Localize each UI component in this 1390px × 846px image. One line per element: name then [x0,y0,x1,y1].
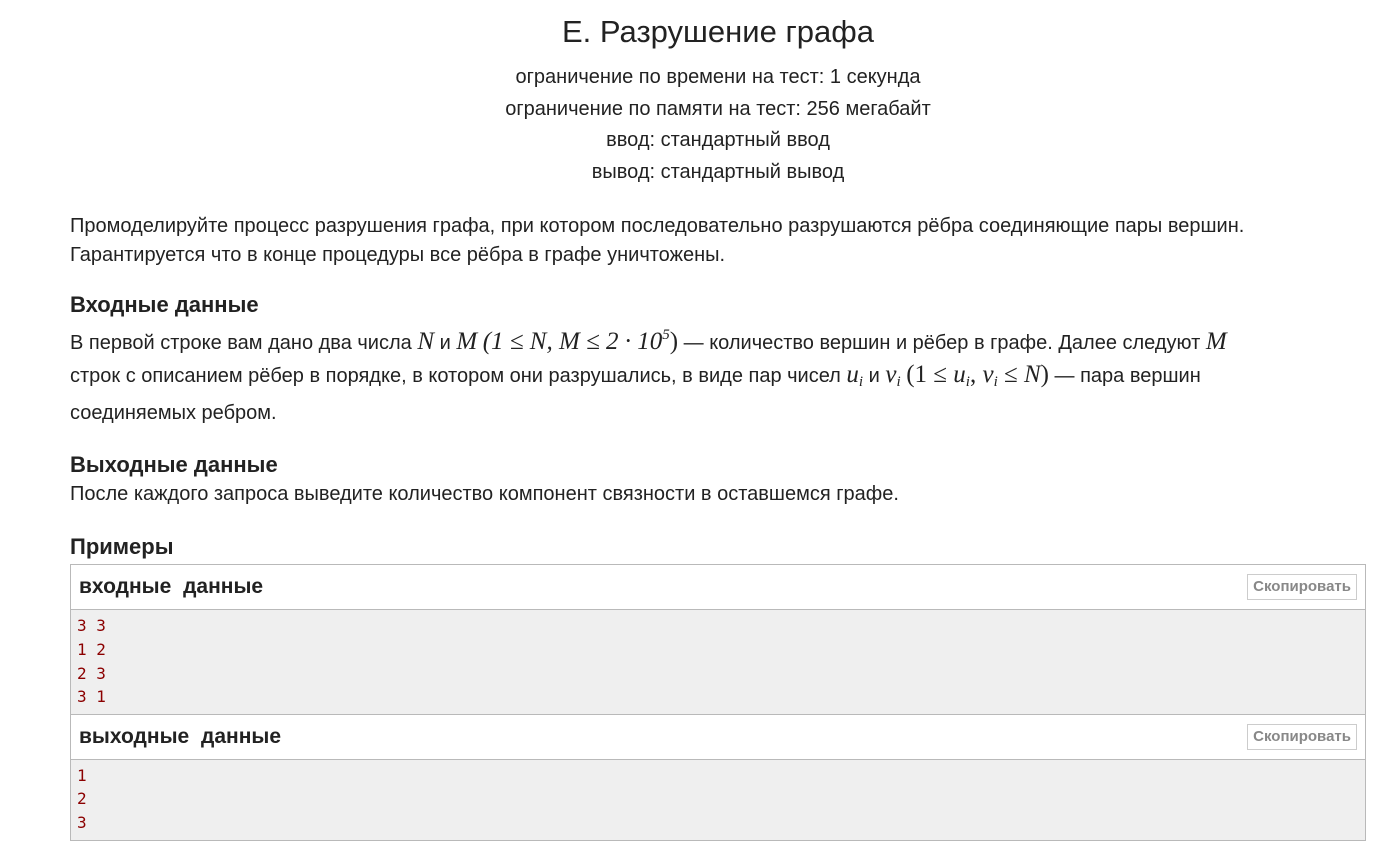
math-m: M [456,328,478,356]
sample-input-header [71,565,1365,610]
input-spec-text-3: — количество вершин и рёбер в графе. Далее следуют [683,332,1201,355]
input-spec-text [70,320,1366,429]
memory-limit: ограничение по памяти на тест: 256 мегабайт [505,97,931,120]
output-spec-title: Выходные данные [70,452,278,478]
sample-box [70,564,1366,840]
math-exponent: 5 [662,327,670,344]
input-specification [70,290,1366,429]
output-spec-text: После каждого запроса выведите количество компонент связности в оставшемся графе. [70,483,899,506]
input-file: ввод: стандартный ввод [606,129,830,152]
problem-statement [70,0,1366,841]
sample-output-header [71,715,1365,760]
sample-input-body[interactable] [71,610,1365,713]
sample-input-line: 3 1 [77,687,106,707]
output-file: вывод: стандартный вывод [591,160,845,183]
output-specification [70,450,1366,509]
math-range-close: ) [669,328,679,356]
sample-input [71,565,1365,713]
input-spec-title: Входные данные [70,292,259,318]
math-v-2: v [982,361,994,389]
legend-line-2: Гарантируется что в конце процедуры все рёбра в графе уничтожены. [70,244,726,267]
sample-output [71,714,1365,840]
sample-output-line: 3 [77,812,87,832]
sample-tests [70,532,1366,840]
input-spec-text-7: соединяемых ребром. [70,402,277,425]
math-u: u [846,361,859,389]
input-spec-text-1: В первой строке вам дано два числа [70,332,412,355]
math-u-2: u [953,361,966,389]
sample-output-line: 1 [77,765,87,785]
math-m-2: M [1205,328,1227,356]
math-uv-close: ) [1040,361,1049,389]
math-v-sub: i [896,374,901,391]
problem-limits [70,62,1366,188]
math-u-2-sub: i [965,374,970,391]
sample-output-label: выходные данные [79,724,282,748]
math-v-i [885,361,901,391]
math-v-2-sub: i [993,374,998,391]
sample-input-label: входные данные [79,575,264,599]
math-uv-range [906,361,1049,391]
sample-input-line: 1 2 [77,639,106,659]
math-u-sub: i [858,374,864,391]
legend-line-1: Промоделируйте процесс разрушения графа, при котором последовательно разрушаются рёбра соединяющие пары вершин. [70,215,1245,238]
sample-input-line: 2 3 [77,663,106,683]
samples-title: Примеры [70,534,174,560]
sample-output-line: 2 [77,789,87,809]
copy-input-button[interactable]: Скопировать [1247,574,1357,600]
sample-output-body[interactable] [71,760,1365,840]
math-n: N [417,328,435,356]
input-spec-text-2: и [439,332,451,355]
input-spec-text-5: и [868,365,880,388]
math-range-body: (1 ≤ N, M ≤ 2 · 10 [482,328,663,356]
math-n-2: N [1023,361,1041,389]
sample-input-line: 3 3 [77,616,106,636]
problem-header [70,0,1366,188]
math-u-i [846,361,864,391]
problem-title: E. Разрушение графа [562,14,874,49]
input-spec-text-6: — пара вершин [1054,365,1201,388]
math-range [483,328,678,355]
math-v: v [885,361,897,389]
math-comma: , [969,361,983,389]
copy-output-button[interactable]: Скопировать [1247,724,1357,750]
math-uv-open: (1 ≤ [906,361,954,389]
problem-legend [70,212,1366,270]
input-spec-text-4: строк с описанием рёбер в порядке, в котором они разрушались, в виде пар чисел [70,365,841,388]
time-limit: ограничение по времени на тест: 1 секунда [515,66,921,88]
math-le: ≤ [997,361,1024,389]
